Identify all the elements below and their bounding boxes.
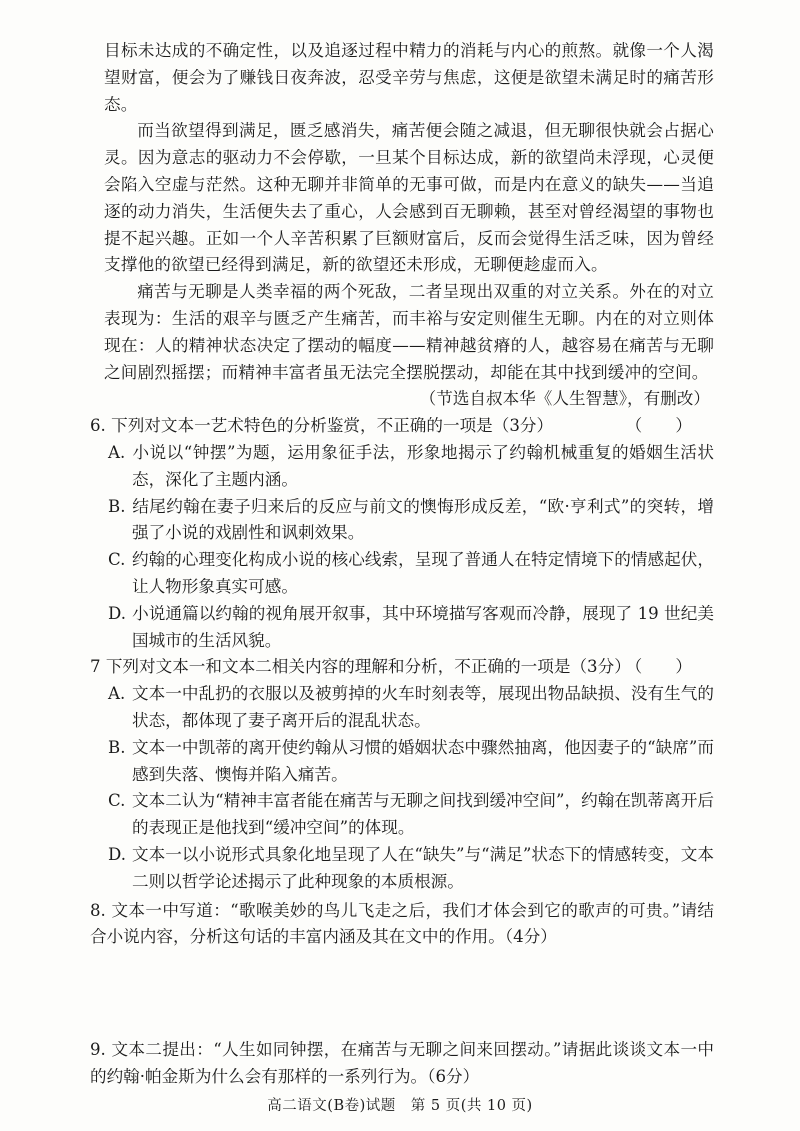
option-letter: A. (108, 684, 126, 704)
question-6-stem (90, 413, 714, 440)
page-footer: 高二语文(B卷)试题 第 5 页(共 10 页) (267, 1098, 533, 1114)
passage-paragraph-3: 痛苦与无聊是人类幸福的两个死敌，二者呈现出双重的对立关系。外在的对立表现为：生活的艰辛与匮乏产生痛苦，而丰裕与安定则催生无聊。内在的对立则体现在：人的精神状态决定了摆动的幅度——精神越贫瘠的人，越容易在痛苦与无聊之间剧烈摇摆；而精神丰富者虽无法完全摆脱摆动，却能在其中找到缓冲的空间。 (104, 282, 714, 382)
option-letter: B. (108, 496, 126, 516)
option-text: 结尾约翰在妻子归来后的反应与前文的懊悔形成反差，“欧·亨利式”的突转，增强了小说的戏剧性和讽刺效果。 (132, 496, 714, 543)
option-letter: A. (108, 442, 126, 462)
option-letter: D. (108, 603, 126, 623)
question-7-text: 7 下列对文本一和文本二相关内容的理解和分析，不正确的一项是（3分） (90, 657, 631, 677)
question-9-stem: 9. 文本二提出：“人生如同钟摆，在痛苦与无聊之间来回摆动。”请据此谈谈文本一中的约翰·帕金斯为什么会有那样的一系列行为。（6分） (90, 1040, 714, 1086)
question-6-option-b (108, 494, 714, 548)
question-7-option-c (108, 788, 714, 842)
passage-source: （节选自叔本华《人生智慧》，有删改） (419, 389, 710, 409)
option-text: 文本一以小说形式具象化地呈现了人在“缺失”与“满足”状态下的情感转变，文本二则以哲学论述揭示了此种现象的本质根源。 (132, 844, 714, 891)
question-8-stem: 8. 文本一中写道：“歌喉美妙的鸟儿飞走之后，我们才体会到它的歌声的可贵。”请结合小说内容，分析这句话的丰富内涵及其在文中的作用。（4分） (90, 900, 714, 947)
question-6-text: 6. 下列对文本一艺术特色的分析鉴赏，不正确的一项是（3分） (90, 416, 554, 436)
question-7-answer-blank[interactable]: （ ） (625, 657, 692, 677)
option-text: 约翰的心理变化构成小说的核心线索，呈现了普通人在特定情境下的情感起伏，让人物形象真实可感。 (132, 550, 714, 596)
option-letter: C. (108, 550, 126, 570)
option-text: 文本一中乱扔的衣服以及被剪掉的火车时刻表等，展现出物品缺损、没有生气的状态，都体现了妻子离开后的混乱状态。 (132, 684, 714, 730)
option-letter: C. (108, 791, 126, 811)
question-6-option-a (108, 440, 714, 494)
question-6-option-c (108, 547, 714, 601)
question-6 (90, 413, 714, 654)
option-letter: B. (108, 737, 126, 757)
reading-passage (104, 38, 714, 413)
question-7 (90, 654, 714, 895)
option-text: 小说通篇以约翰的视角展开叙事，其中环境描写客观而冷静，展现了 19 世纪美国城市的生活风貌。 (132, 603, 714, 650)
question-6-answer-blank[interactable]: （ ） (625, 416, 692, 436)
passage-paragraph-2: 而当欲望得到满足，匮乏感消失，痛苦便会随之减退，但无聊很快就会占据心灵。因为意志的驱动力不会停歇，一旦某个目标达成，新的欲望尚未浮现，心灵便会陷入空虚与茫然。这种无聊并非简单的无事可做，而是内在意义的缺失——当追逐的动力消失，生活便失去了重心，人会感到百无聊赖，甚至对曾经渴望的事物也提不起兴趣。正如一个人辛苦积累了巨额财富后，反而会觉得生活乏味，因为曾经支撑他的欲望已经得到满足，新的欲望还未形成，无聊便趁虚而入。 (104, 121, 714, 275)
option-letter: D. (108, 844, 126, 864)
option-text: 文本一中凯蒂的离开使约翰从习惯的婚姻状态中骤然抽离，他因妻子的“缺席”而感到失落、懊悔并陷入痛苦。 (132, 737, 714, 784)
passage-paragraph-1: 目标未达成的不确定性，以及追逐过程中精力的消耗与内心的煎熬。就像一个人渴望财富，便会为了赚钱日夜奔波，忍受辛劳与焦虑，这便是欲望未满足时的痛苦形态。 (104, 41, 714, 114)
question-7-option-b (108, 735, 714, 789)
question-7-option-d (108, 842, 714, 896)
option-text: 文本二认为“精神丰富者能在痛苦与无聊之间找到缓冲空间”，约翰在凯蒂离开后的表现正是他找到“缓冲空间”的体现。 (132, 791, 714, 838)
question-6-option-d (108, 601, 714, 655)
option-text: 小说以“钟摆”为题，运用象征手法，形象地揭示了约翰机械重复的婚姻生活状态，深化了主题内涵。 (132, 442, 714, 489)
question-8 (90, 898, 714, 952)
question-7-option-a (108, 681, 714, 735)
question-7-stem (90, 654, 714, 681)
question-9 (90, 1037, 714, 1091)
